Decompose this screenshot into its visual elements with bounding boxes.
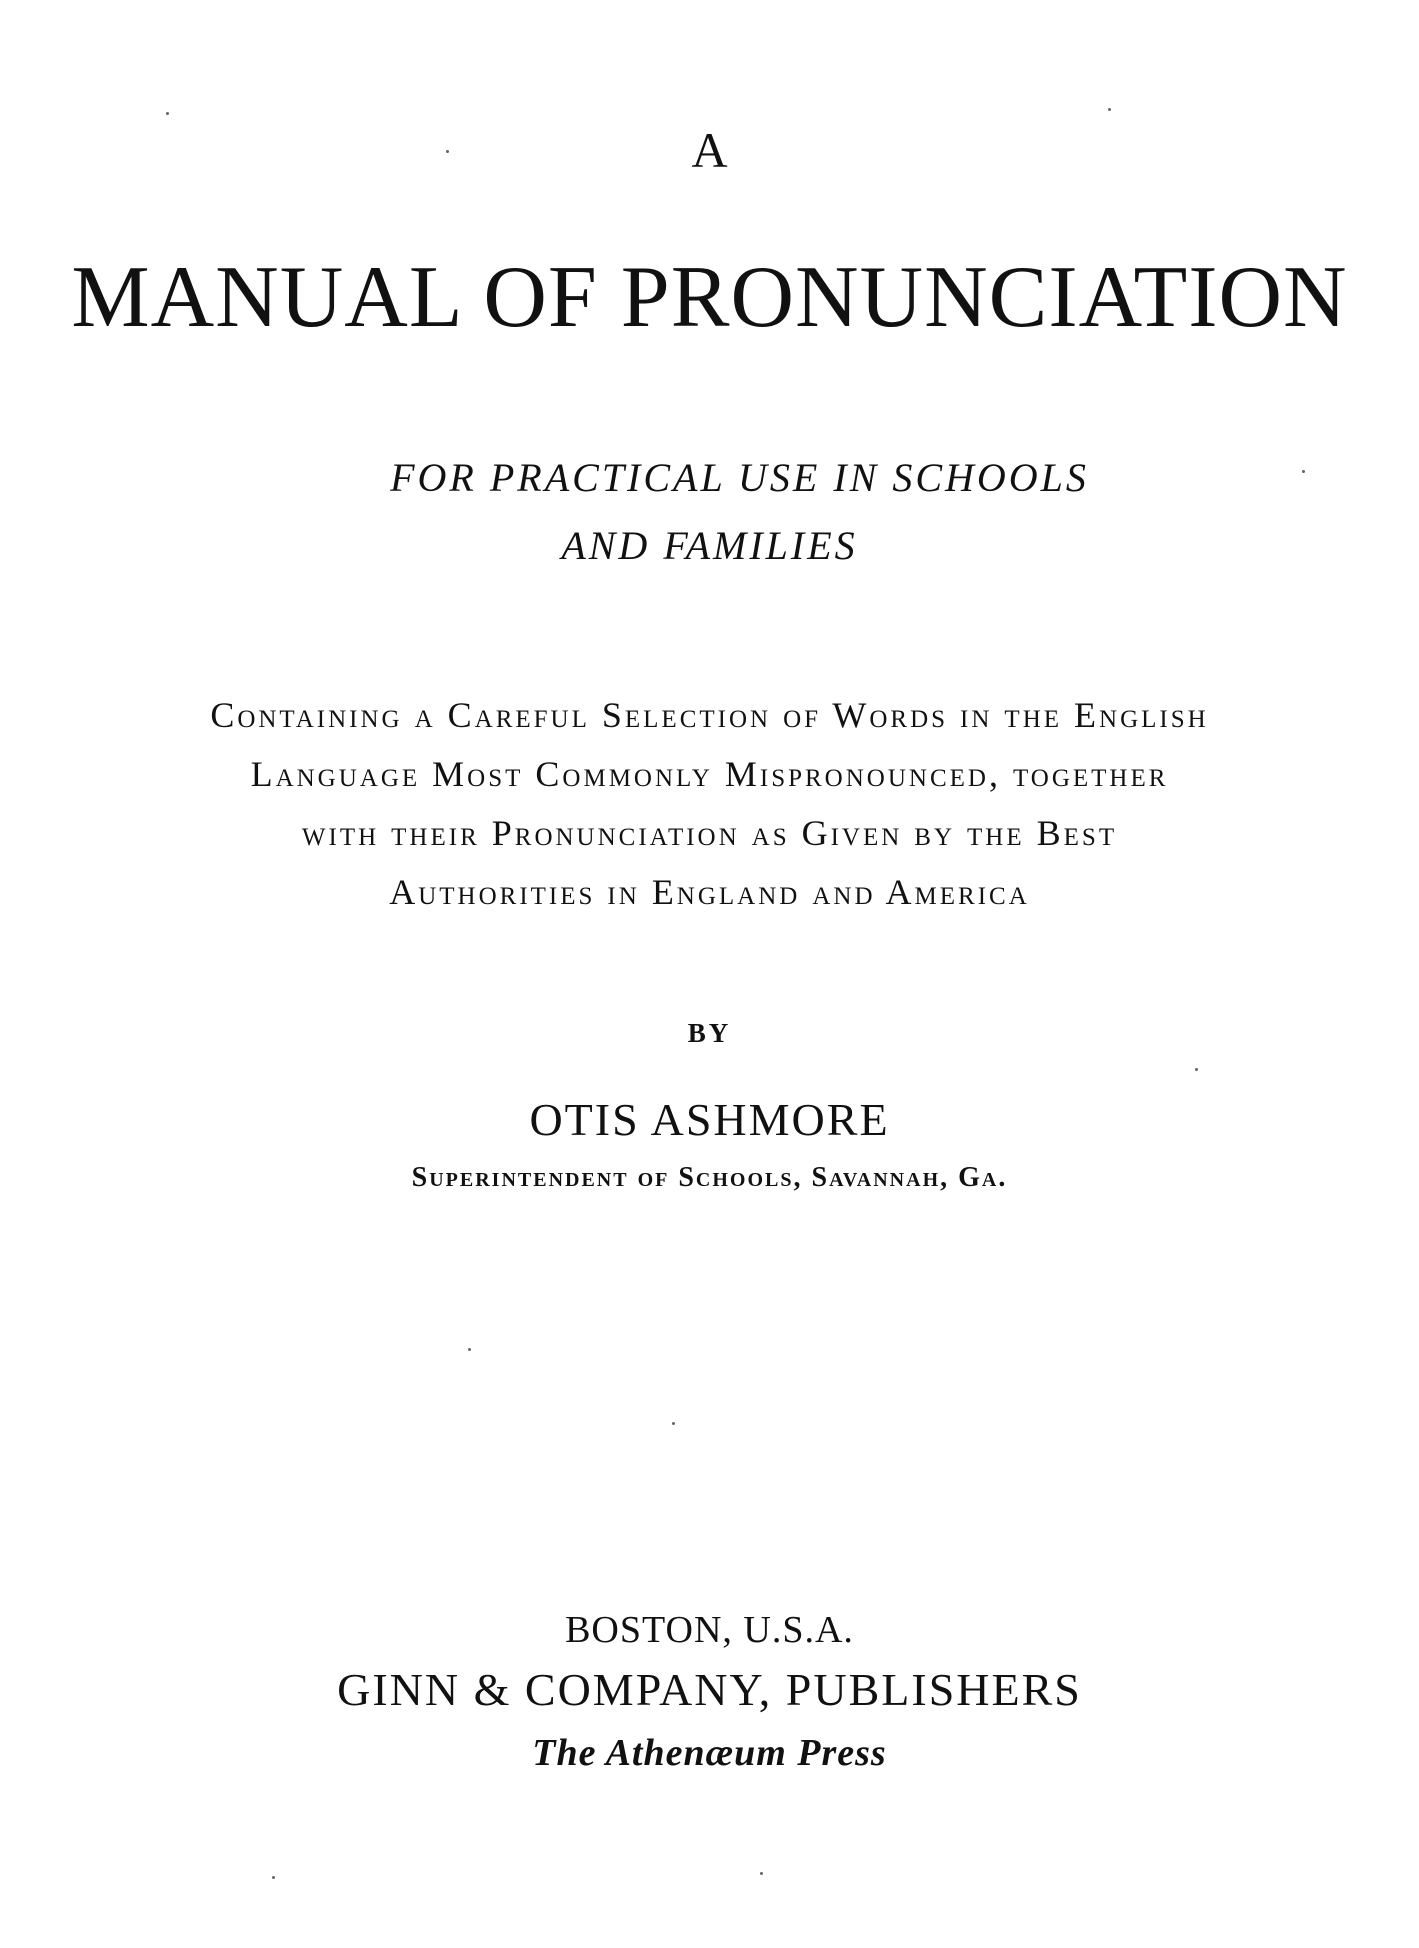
imprint-press: The Athenæum Press: [532, 1732, 887, 1774]
description-line-2: Language Most Commonly Mispronounced, together: [250, 754, 1169, 794]
scan-speck: [1302, 470, 1305, 473]
scan-speck: [1195, 1068, 1198, 1071]
subtitle-line-2: AND FAMILIES: [561, 523, 858, 568]
description-line-4: Authorities in England and America: [389, 872, 1030, 912]
author-name: OTIS ASHMORE: [529, 1094, 890, 1145]
scan-speck: [446, 150, 449, 153]
author-title: Superintendent of Schools, Savannah, Ga.: [411, 1162, 1008, 1193]
scan-speck: [672, 1422, 675, 1425]
scan-speck: [468, 1348, 471, 1351]
scan-speck: [1108, 108, 1111, 111]
title-article: A: [691, 122, 728, 178]
scan-speck: [272, 1876, 275, 1879]
subtitle-line-1: FOR PRACTICAL USE IN SCHOOLS: [390, 455, 1089, 500]
main-title: MANUAL OF PRONUNCIATION: [71, 249, 1348, 346]
description-line-3: with their Pronunciation as Given by the Best: [301, 813, 1118, 853]
by-label: BY: [687, 1018, 732, 1048]
description-line-1: Containing a Careful Selection of Words in the English: [210, 695, 1209, 735]
imprint-city: BOSTON, U.S.A.: [565, 1609, 854, 1651]
scan-speck: [760, 1872, 763, 1875]
scan-speck: [166, 112, 169, 115]
imprint-publisher: GINN & COMPANY, PUBLISHERS: [337, 1664, 1082, 1715]
